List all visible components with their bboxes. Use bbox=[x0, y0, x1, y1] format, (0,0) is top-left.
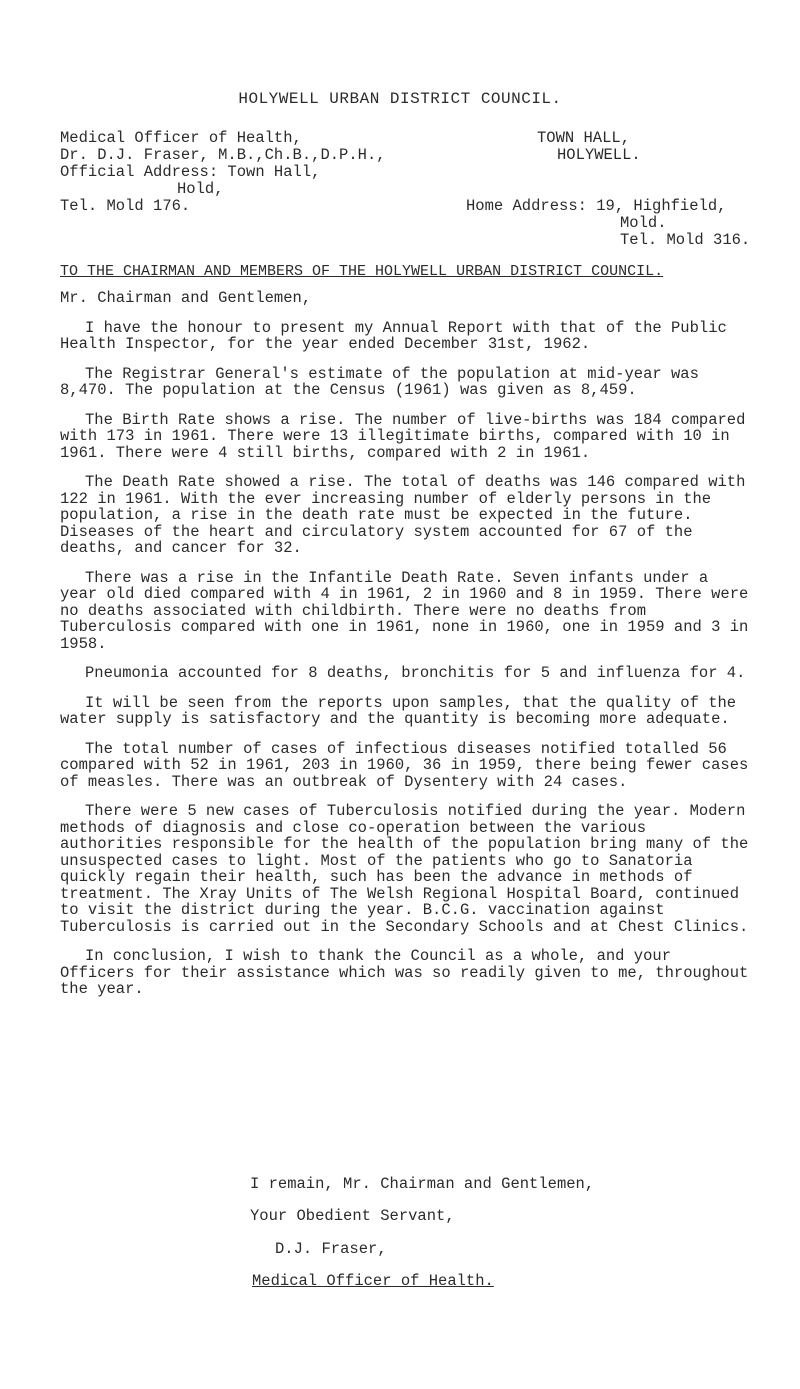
salutation: Mr. Chairman and Gentlemen, bbox=[60, 289, 312, 307]
report-body bbox=[60, 290, 750, 1011]
document-title: HOLYWELL URBAN DISTRICT COUNCIL. bbox=[238, 90, 562, 108]
paragraph-birth-rate: The Birth Rate shows a rise. The number of live-births was 184 compared with 173 in 1961. There were 13 illegitimate births, compared with 10 in 1961. There were 4 still births, compared with 2 in 1961. bbox=[60, 410, 746, 462]
paragraph-tuberculosis: There were 5 new cases of Tuberculosis notified during the year. Modern methods of diagnosis and close co-operation between the various authorities responsible for the health of the population bring many of the unsuspected cases to light. Most of the patients who go to Sanatoria quickly regain their health, such has been the advance in methods of treatment. The Xray Units of The Welsh Regional Hospital Board, continued to visit the district during the year. B.C.G. vaccination against Tuberculosis is carried out in the Secondary Schools and at Chest Clinics. bbox=[60, 802, 749, 936]
header-right-line4: Mold. bbox=[620, 214, 667, 232]
closing-line2: Your Obedient Servant, bbox=[250, 1207, 455, 1225]
paragraph-intro: I have the honour to present my Annual Report with that of the Public Health Inspector, for the year ended December 31st, 1962. bbox=[60, 318, 727, 353]
header-left-line5: Tel. Mold 176. bbox=[60, 197, 191, 215]
paragraph-infectious-diseases: The total number of cases of infectious diseases notified totalled 56 compared with 52 in 1961, 203 in 1960, 36 in 1959, there being fewer cases of measles. There was an outbreak of Dysentery with 24 cases. bbox=[60, 739, 749, 791]
paragraph-water-supply: It will be seen from the reports upon samples, that the quality of the water supply is satisfactory and the quantity is becoming more adequate. bbox=[60, 693, 737, 728]
paragraph-pneumonia: Pneumonia accounted for 8 deaths, bronchitis for 5 and influenza for 4. bbox=[85, 664, 746, 682]
paragraph-conclusion: In conclusion, I wish to thank the Council as a whole, and your Officers for their assistance which was so readily given to me, throughout the year. bbox=[60, 947, 749, 998]
signature-name: D.J. Fraser, bbox=[275, 1240, 387, 1258]
header-left-line2: Dr. D.J. Fraser, M.B.,Ch.B.,D.P.H., bbox=[60, 146, 386, 164]
header-right-line1: TOWN HALL, bbox=[537, 129, 631, 147]
header-left-line3: Official Address: Town Hall, bbox=[60, 163, 321, 181]
header-right-line2: HOLYWELL. bbox=[557, 146, 641, 164]
closing-line1: I remain, Mr. Chairman and Gentlemen, bbox=[250, 1175, 595, 1193]
header-left-line1: Medical Officer of Health, bbox=[60, 129, 302, 147]
paragraph-population: The Registrar General's estimate of the population at mid-year was 8,470. The population at the Census (1961) was given as 8,459. bbox=[60, 364, 699, 399]
paragraph-death-rate: The Death Rate showed a rise. The total of deaths was 146 compared with 122 in 1961. With the ever increasing number of elderly persons in the population, a rise in the death rate must be expected in the future. Diseases of the heart and circulatory system accounted for 67 of the deaths, and cancer for 32. bbox=[60, 473, 746, 557]
signature-title: Medical Officer of Health. bbox=[252, 1272, 494, 1290]
header-right-line5: Tel. Mold 316. bbox=[620, 231, 751, 249]
paragraph-infantile-death-rate: There was a rise in the Infantile Death Rate. Seven infants under a year old died compared with 4 in 1961, 2 in 1960 and 8 in 1959. There were no deaths associated with childbirth. There were no deaths from Tuberculosis compared with one in 1961, none in 1960, one in 1959 and 3 in 1958. bbox=[60, 568, 749, 653]
addressee-heading: TO THE CHAIRMAN AND MEMBERS OF THE HOLYWELL URBAN DISTRICT COUNCIL. bbox=[60, 263, 664, 280]
header-right-line3: Home Address: 19, Highfield, bbox=[466, 197, 727, 215]
header-left-line4: Hold, bbox=[177, 180, 224, 198]
